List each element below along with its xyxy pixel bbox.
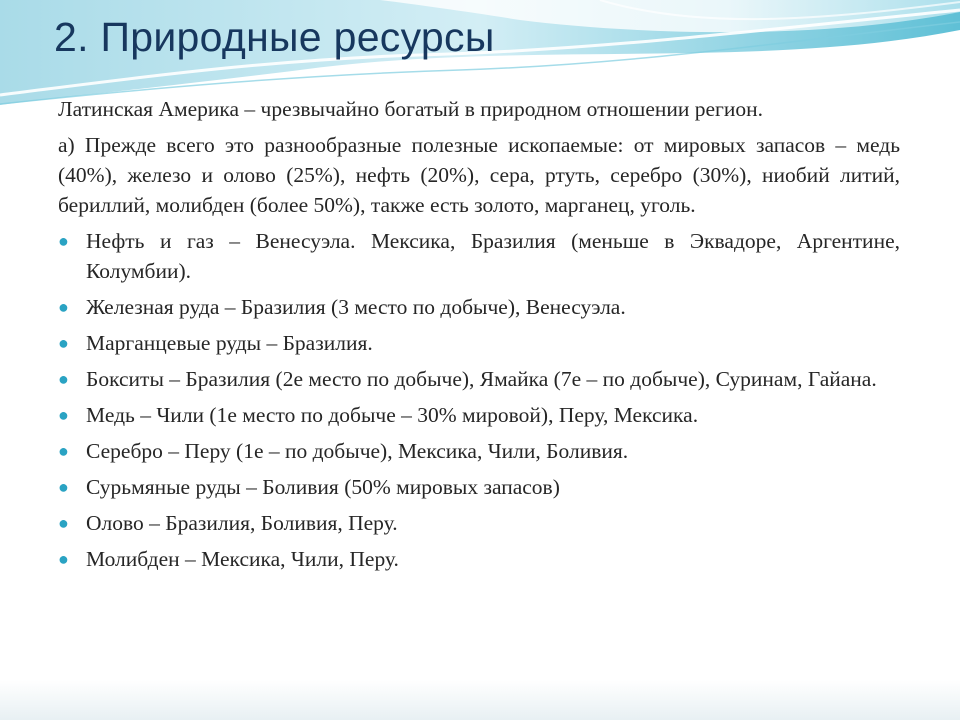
bullet-dot-icon: ● bbox=[58, 477, 69, 497]
bullet-dot-icon: ● bbox=[58, 513, 69, 533]
bullet-dot-icon: ● bbox=[58, 297, 69, 317]
bullet-dot-icon: ● bbox=[58, 441, 69, 461]
bullet-dot-icon: ● bbox=[58, 369, 69, 389]
resources-list bbox=[58, 226, 900, 574]
bullet-dot-icon: ● bbox=[58, 333, 69, 353]
minerals-paragraph: а) Прежде всего это разнообразные полезные ископаемые: от мировых запасов – медь (40%), железо и олово (25%), нефть (20%), сера, ртуть, серебро (30%), ниобий литий, бериллий, молибден (более 50%), также есть золото, марганец, уголь. bbox=[58, 133, 900, 217]
bullet-dot-icon: ● bbox=[58, 231, 69, 251]
list-item: ● Нефть и газ – Венесуэла. Мексика, Бразилия (меньше в Эквадоре, Аргентине, Колумбии). bbox=[58, 226, 900, 286]
list-item: ● Сурьмяные руды – Боливия (50% мировых запасов) bbox=[58, 472, 900, 502]
bullet-dot-icon: ● bbox=[58, 405, 69, 425]
intro-paragraph: Латинская Америка – чрезвычайно богатый в природном отношении регион. bbox=[58, 97, 763, 121]
bullet-dot-icon: ● bbox=[58, 549, 69, 569]
list-item: ● Олово – Бразилия, Боливия, Перу. bbox=[58, 508, 900, 538]
list-item: ● Серебро – Перу (1е – по добыче), Мексика, Чили, Боливия. bbox=[58, 436, 900, 466]
list-item: ● Бокситы – Бразилия (2е место по добыче), Ямайка (7е – по добыче), Суринам, Гайана. bbox=[58, 364, 900, 394]
slide-content bbox=[58, 94, 900, 580]
list-item: ● Медь – Чили (1е место по добыче – 30% мировой), Перу, Мексика. bbox=[58, 400, 900, 430]
bottom-shade-decoration bbox=[0, 680, 960, 720]
list-item: ● Молибден – Мексика, Чили, Перу. bbox=[58, 544, 900, 574]
slide-title: 2. Природные ресурсы bbox=[54, 14, 495, 60]
list-item: ● Железная руда – Бразилия (3 место по добыче), Венесуэла. bbox=[58, 292, 900, 322]
list-item: ● Марганцевые руды – Бразилия. bbox=[58, 328, 900, 358]
